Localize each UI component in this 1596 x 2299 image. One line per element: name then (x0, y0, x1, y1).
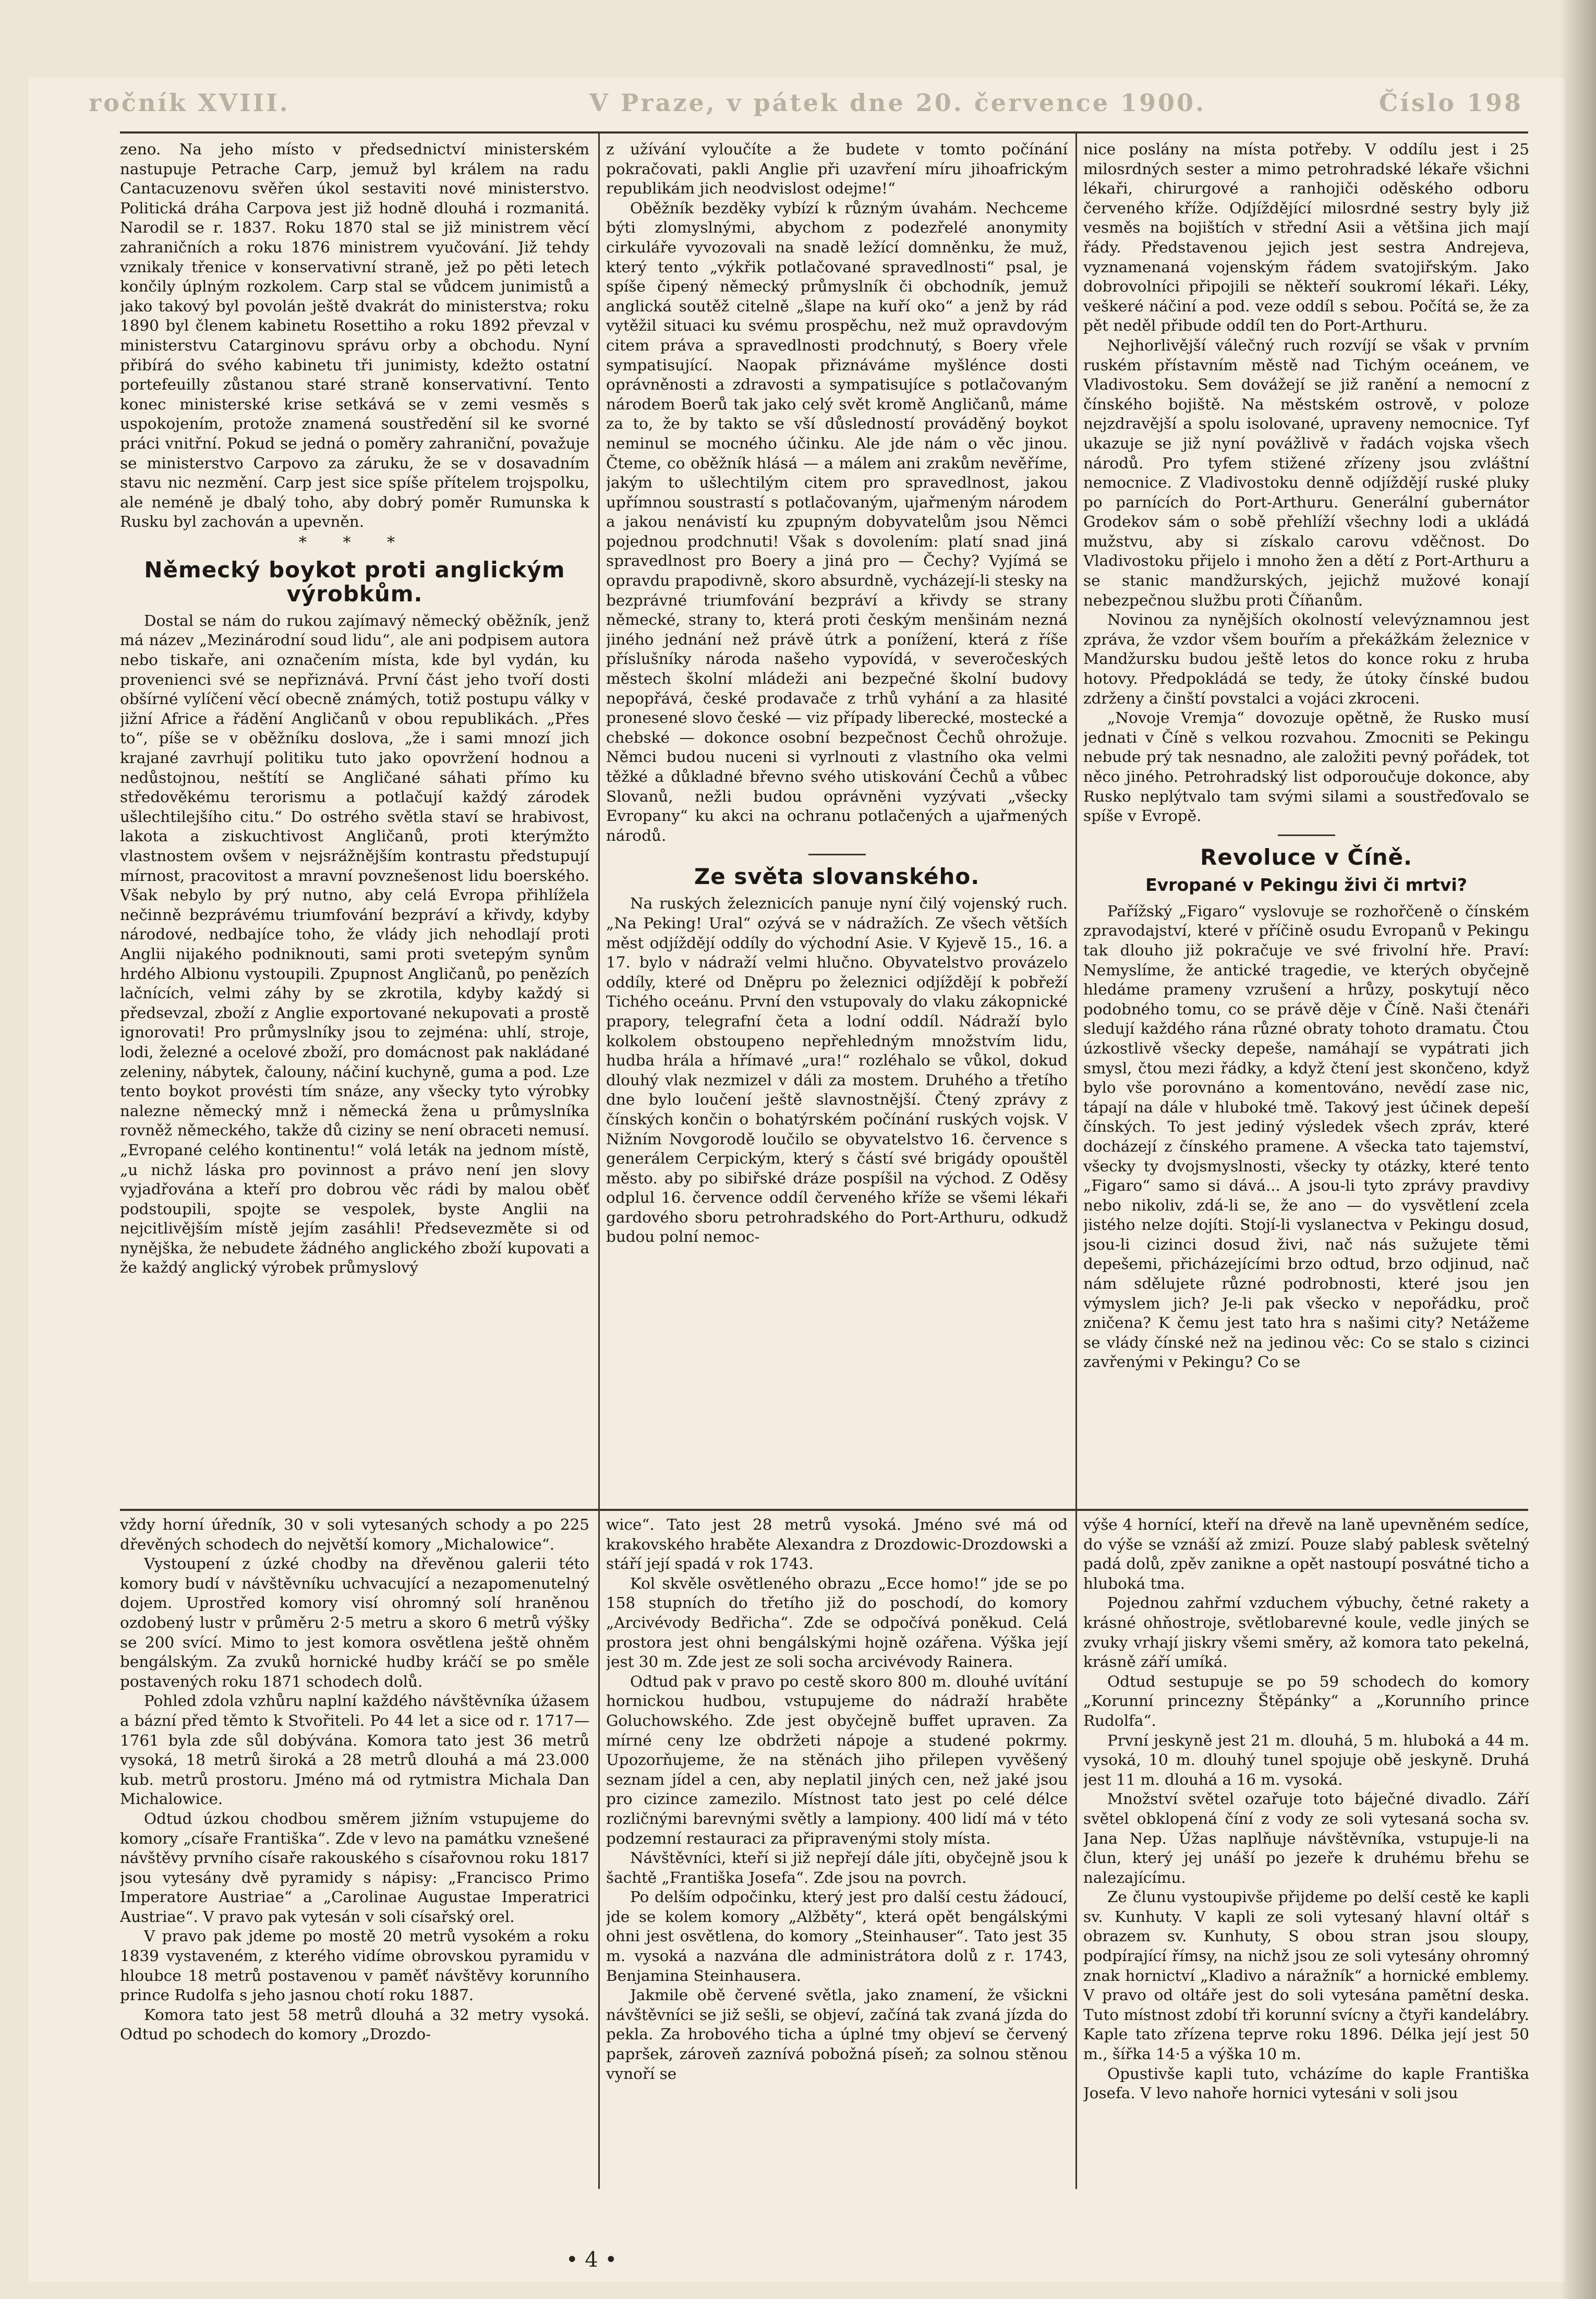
article-paragraph: Opustivše kapli tuto, vcházíme do kaple Františka Josefa. V levo nahoře hornici vytesáni v soli jsou (1083, 2064, 1529, 2102)
article-heading: Německý boykot proti anglickým výrobkům. (144, 556, 565, 607)
article-paragraph: Pařížský „Figaro“ vyslovuje se rozhořčeně o čínském zpravodajství, které v příčině osudu Evropanů v Pekingu tak dlouho již pokračuje ve své frivolní hře. Praví: Nemyslíme, že antické tragedie, ve kterých obyčejně hledáme prameny vzrušení a hrůzy, poskytují něco podobného tomu, co se právě děje v Číně. Naši čtenáři sledují každého rána různé obraty tohoto dramatu. Čtou úzkostlivě všecky depeše, namáhají se vypátrati jich smysl, čtou mezi řádky, a když čtení jest skončeno, když bylo vše porovnáno a komentováno, nevědí zase nic, tápají na dále v hluboké tmě. Takový jest účinek depeší čínských. To jest jediný výsledek všech zpráv, které docházejí z čínského pramene. A všecka tato tajemství, všecky ty dvojsmyslnosti, všecky ty otázky, které tento „Figaro“ samo si dává... A jsou-li tyto zprávy pravdivy nebo nikoliv, zdá-li se, že ano — do vysvětlení zcela jistého nelze dojíti. Stojí-li vyslanectva v Pekingu dosud, jsou-li cizinci dosud živi, nač nás sužujete těmi depešemi, přicházejícími brzo odtud, brzo odjinud, nač nám sdělujete různé podrobnosti, které jsou jen výmyslem jich? Je-li pak všecko v nepořádku, proč zničena? K čemu jest tato hra s našimi city? Netážeme se vlády čínské než na jedinou věc: Co se stalo s cizinci zavřenými v Pekingu? Co se (1083, 902, 1529, 1371)
article-paragraph: Pohled zdola vzhůru naplní každého návštěvníka úžasem a bázní před těmto k Stvořiteli. Po 44 let a sice od r. 1717—1761 byla zde sůl dobývána. Komora tato jest 36 metrů vysoká, 18 metrů široká a 28 metrů dlouhá a má 23.000 kub. metrů prostoru. Jméno má od rytmistra Michala Dan Michalowice. (120, 1692, 589, 1808)
article-paragraph: Na ruských železnicích panuje nyní čilý vojenský ruch. „Na Peking! Ural“ ozývá se v nádražích. Ze všech větších měst odjíždějí oddíly do východní Asie. V Kyjevě 15., 16. a 17. bylo v nádraží velmi hlučno. Obyvatelstvo provázelo oddíly, které od Dněpru po železnici odjíždějí k pobřeží Tichého oceánu. První den vstupovaly do vlaku zákopnické prapory, telegrafní četa a lodní oddíl. Nádraží bylo kolkolem obstoupeno nepřehledným množstvím lidu, hudba hrála a hřímavé „ura!“ rozléhalo se vůkol, dokud dlouhý vlak nezmizel v dáli za mostem. Druhého a třetího dne bylo loučení ještě slavnostnější. Čtený zprávy z čínských končin o bohatýrském počínání ruských vojsk. V Nižním Novgorodě loučilo se obyvatelstvo 16. července s generálem Cerpickým, který s částí své brigády opouštěl město. aby po sibiřské dráze pospíšil na východ. Z Oděsy odplul 16. července oddíl červeného kříže se všemi lékaři gardového sboru petrohradského do Port-Arthuru, odkudž budou polní nemoc- (606, 894, 1068, 1246)
column-2-bottom (606, 1515, 1068, 2185)
column-2-top (606, 140, 1068, 1506)
article-paragraph: Komora tato jest 58 metrů dlouhá a 32 metry vysoká. Odtud po schodech do komory „Drozdo- (120, 2005, 589, 2043)
masthead-volume: ročník XVIII. (89, 89, 290, 117)
article-paragraph: nice poslány na místa potřeby. V oddílu jest i 25 milosrdných sester a mimo petrohradské lékaře všichni lékaři, chirurgové a ranhojiči oděského odboru červeného kříže. Odjíždějící milosrdné sestry byly již vesměs na bojištích v střední Asii a většina jich mají řády. Představenou jejich jest sestra Andrejeva, vyznamenaná vojenským řádem svatojiřským. Jako dobrovolníci připojili se někteří soukromí lékaři. Léky, veškeré náčiní a pod. veze oddíl s sebou. Počítá se, že za pět neděl přibude oddíl ten do Port-Arthuru. (1083, 140, 1529, 335)
article-paragraph: vždy horní úředník, 30 v soli vytesaných schody a po 225 dřevěných schodech do největší komory „Michalowice“. (120, 1516, 589, 1553)
article-paragraph: Vystoupení z úzké chodby na dřevěnou galerii této komory budí v návštěvníku uchvacující a nezapomenutelný dojem. Uprostřed komory visí ohromný solí hraněnou ozdobený lustr v průměru 2·5 metru a skoro 6 metrů výšky se 200 svící. Mimo to jest komora osvětlena ještě ohněm bengálským. Za zvuků hornické hudby kráčí se po směle postavených roku 1871 schodech dolů. (120, 1555, 589, 1690)
column-3-top (1083, 140, 1529, 1506)
article-paragraph: Odtud pak v pravo po cestě skoro 800 m. dlouhé uvítání hornickou hudbou, vstupujeme do nádraží hraběte Goluchowského. Zde jest obyčejně buffet upraven. Za mírné ceny lze obdržeti nápoje a studené pokrmy. Upozorňujeme, že na stěnách jiho přilepen vyvěšený seznam jídel a cen, aby neplatil jiných cen, než jaké jsou pro cizince zamezilo. Místnost tato jest po celé délce rozličnými barevnými světly a lampiony. 400 lidí má v této podzemní restauraci za připravenými stoly místa. (606, 1672, 1068, 1847)
section-divider (1278, 834, 1335, 836)
article-paragraph: Dostal se nám do rukou zajímavý německý oběžník, jenž má název „Mezinárodní soud lidu“, ale ani podpisem autora nebo tiskaře, ani označením místa, kde byl vydán, ku provenienci své se nepřiznává. První část jeho tvoří dosti obšírné vylíčení věcí obecně známých, totiž postupu války v jižní Africe a řádění Angličanů v obou republikách. „Přes to“, píše se v oběžníku doslova, „že i sami mnozí jich krajané zavrhují politiku tuto jako opovržení hodnou a nedůstojnou, neštítí se Angličané sáhati přímo ku středověkému terorismu a potlačují každý zárodek ušlechtilejšího citu.“ Do ostrého světla staví se hrabivost, lakota a ziskuchtivost Angličanů, proti kterýmžto vlastnostem ovšem v nejsrážnějším kontrastu předstupují mírnost, pracovitost a mravní povznešenost lidu boerského. Však nebylo by prý nutno, aby celá Evropa přihlížela nečinně bezprávému triumfování bezpráví a křivdy, kdyby národové, nedbajíce toho, že vlády jich nehodlají proti Anglii nijakého podniknouti, sami proti svetepým synům hrdého Albionu vystoupili. Zpupnost Angličanů, po penězích lačnících, velmi záhy by se zkrotila, kdyby každý si předsevzal, zboží z Anglie exportované nekupovati a prostě ignorovati! Pro průmyslníky jsou to zejména: uhlí, stroje, lodi, železné a ocelové zboží, pro domácnost pak nakládané zeleniny, nábytek, čalouny, náčiní kuchyně, guma a pod. Lze tento boykot provésti tím snáze, any všecky tyto výrobky nalezne německý mnž i německá žena u průmyslníka rovněž německého, takže dů ciziny se není obraceti nemusí. „Evropané celého kontinentu!“ volá leták na jednom místě, „u nichž láska pro povinnost a právo není jen slovy vyjadřována a kteří pro dobrou věc rádi by malou oběť podstoupili, spojte se vespolek, byste Anglii na nejcitlivějším místě jejím zasáhli! Předsevezměte si od nynějška, že nebudete žádného anglického zboží kupovati a že každý anglický výrobek průmyslový (120, 611, 589, 1277)
section-heading: Ze světa slovanského. (694, 864, 980, 890)
article-paragraph: Pojednou zahřmí vzduchem výbuchy, četné rakety a krásné ohňostroje, světlobarevné koule, vedle jiných se zvuky vrhají jiskry všemi směry, až komora tato pekelná, krásně září umíká. (1083, 1594, 1529, 1671)
column-1-bottom (120, 1515, 589, 2185)
masthead-date: V Praze, v pátek dne 20. července 1900. (589, 89, 1206, 117)
article-paragraph: První jeskyně jest 21 m. dlouhá, 5 m. hluboká a 44 m. vysoká, 10 m. dlouhý tunel spojuje obě jeskyně. Druhá jest 11 m. dlouhá a 16 m. vysoká. (1083, 1731, 1529, 1788)
page-edge-shadow (1559, 0, 1596, 2299)
article-paragraph: Množství světel ozařuje toto báječné divadlo. Září světel obklopená číní z vody ze soli vytesaná socha sv. Jana Nep. Úžas naplňuje návštěvníka, vstupuje-li na člun, který jej unáší po jezeře k druhému břehu se nalezajícímu. (1083, 1790, 1529, 1886)
article-paragraph: Odtud úzkou chodbou směrem jižním vstupujeme do komory „císaře Františka“. Zde v levo na památku vznešené návštěvy prvního císaře rakouského s císařovnou roku 1817 jsou vytesány dvě pyramidy s nápisy: „Francisco Primo Imperatore Austriae“ a „Carolinae Augustae Imperatrici Austriae“. V pravo pak vytesán v soli císařský orel. (120, 1809, 589, 1926)
column-separator (1075, 134, 1077, 1509)
column-separator (598, 1511, 600, 2189)
masthead-number: Číslo 198 (1379, 89, 1523, 117)
column-separator (598, 134, 600, 1509)
article-paragraph: Po delším odpočinku, který jest pro další cestu žádoucí, jde se kolem komory „Alžběty“, která opět bengálskými ohni jest osvětlena, do komory „Steinhauser“. Tato jest 35 m. vysoká a nazvána dle administrátora dolů z r. 1743, Benjamina Steinhausera. (606, 1888, 1068, 1985)
article-paragraph: z užívání vyloučíte a že budete v tomto počínání pokračovati, pakli Anglie při uzavření míru jihoafrickým republikám jich neodvislost odejme!“ (606, 140, 1068, 198)
column-separator (1075, 1511, 1077, 2189)
section-divider (808, 854, 866, 855)
column-3-bottom (1083, 1515, 1529, 2185)
footer-mark: • 4 • (566, 2248, 618, 2272)
article-paragraph: wice“. Tato jest 28 metrů vysoká. Jméno své má od krakovského hraběte Alexandra z Drozdowic-Drozdowski a stáří její spadá v rok 1743. (606, 1516, 1068, 1573)
article-paragraph: Návštěvníci, kteří si již nepřejí dále jíti, obyčejně jsou k šachtě „Františka Josefa“. Zde jsou na povrch. (606, 1849, 1068, 1886)
article-paragraph: Novinou za nynějších okolností velevýznamnou jest zpráva, že vzdor všem bouřím a překážkám železnice v Mandžursku budou ještě letos do konce roku z hruba hotovy. Předpokládá se tedy, že útoky čínské budou zdrženy a činští povstalci a vojáci zkroceni. (1083, 611, 1529, 707)
article-paragraph: Oběžník bezděky vybízí k různým úvahám. Nechceme býti zlomyslnými, abychom z podezřelé anonymity cirkuláře vyvozovali na snadě ležící domněnku, že muž, který tento „výkřik potlačované spravedlnosti“ psal, je spíše čipený německý průmyslník či obchodník, jemuž anglická soutěž citelně „šlape na kuří oko“ a jenž by rád vytěžil situaci ku svému prospěchu, než muž opravdovým citem práva a spravedlnosti prodchnutý, s Boery vřele sympatisující. Naopak přiznáváme myšlénce dosti oprávněnosti a zdravosti a sympatisujíce s potlačovaným národem Boerů tak jako celý svět kromě Angličanů, máme za to, že by takto se vší důsledností prováděný boykot neminul se mocného účinku. Ale jde nám o věc jinou. Čteme, co oběžník hlásá — a málem ani zrakům nevěříme, jakým to ušlechtilým citem pro spravedlnost, jakou upřímnou soustrastí s potlačovaným, ujařmeným národem a jakou nenávistí ku zpupným dobyvatelům jsou Němci pojednou prodchnuti! Však s dovolením: platí snad jiná spravedlnost pro Boery a jiná pro — Čechy? Vyjímá se opravdu prapodivně, skoro absurdně, vycházejí-li stesky na bezprávné triumfování bezpráví a křivdy se strany německé, strany to, která proti českým menšinám nezná jiného jednání než právě útrk a ponížení, která z říše příslušníky národa našeho vypovídá, v severočeských městech školní mládeži ani bezpečné školní budovy nepopřává, české prodavače z trhů vyhání a za hlasité pronesené slovo české — viz případy liberecké, mostecké a chebské — dokonce osobní bezpečnost Čechů ohrožuje. Němci budou nuceni si vyrlnouti z vlastního oka velmi těžké a důkladné břevno svého utiskování Čechů a vůbec Slovanů, nežli budou oprávněni vyzývati „všecky Evropany“ ku akci na ochranu potlačených a ujařmených národů. (606, 199, 1068, 844)
article-paragraph: výše 4 hornící, kteří na dřevě na laně upevněném sedíce, do výše se vznáší až zmizí. Pouze slabý pablesk světelný padá dolů, zpěv zanikne a opět nastoupí posvátné ticho a hluboká tma. (1083, 1516, 1529, 1592)
section-stars: * * * (298, 533, 411, 552)
article-paragraph: Ze člunu vystoupivše přijdeme po delší cestě ke kapli sv. Kunhuty. V kapli ze soli vytesaný hlavní oltář s obrazem sv. Kunhuty, S obou stran jsou sloupy, podpírající římsy, na nichž jsou ze soli vytesány ohromný znak hornictví „Kladivo a náražník“ a hornické emblemy. V pravo od oltáře jest do soli vytesána pamětní deska. Tuto místnost zdobí tři korunní svícny a čtyři kandelábry. Kaple tato zřízena teprve roku 1896. Délka její jest 50 m., šířka 14·5 a výška 10 m. (1083, 1888, 1529, 2063)
middle-rule (120, 1509, 1528, 1511)
article-paragraph: „Novoje Vremja“ dovozuje opětně, že Rusko musí jednati v Číně s velkou rozvahou. Zmocniti se Pekingu nebude prý tak nesnadno, ale založiti pevný pořádek, tot něco jiného. Petrohradský list odporoučuje dokonce, aby Rusko neplýtvalo tam svými silami a soustřeďovalo se spíše v Evropě. (1083, 709, 1529, 825)
article-paragraph: Kol skvěle osvětleného obrazu „Ecce homo!“ jde se po 158 stupních do třetího již do poschodí, do komory „Arcivévody Bedřicha“. Zde se odpočívá poněkud. Celá prostora jest ohni bengálskými hojně ozářena. Výška její jest 30 m. Zde jest ze soli socha arcivévody Rainera. (606, 1574, 1068, 1671)
section-heading: Revoluce v Číně. (1200, 844, 1412, 870)
article-paragraph: Jakmile obě červené světla, jako znamení, že všickni návštěvníci se již sešli, se objeví, začíná tak zvaná jízda do pekla. Za hrobového ticha a úplné tmy objeví se červený papršek, zároveň zaznívá pobožná píseň; za solnou stěnou vynoří se (606, 1986, 1068, 2083)
article-paragraph: V pravo pak jdeme po mostě 20 metrů vysokém a roku 1839 vystaveném, z kterého vidíme obrovskou pyramidu v hloubce 18 metrů postavenou v paměť návštěvy korunního prince Rudolfa s jeho jasnou chotí roku 1887. (120, 1927, 589, 2004)
top-rule (120, 131, 1528, 134)
masthead (78, 83, 1533, 125)
section-subheading: Evropané v Pekingu živi či mrtvi? (1145, 874, 1467, 895)
article-paragraph: Nejhorlivější válečný ruch rozvíjí se však v prvním ruském přístavním městě nad Tichým oceánem, ve Vladivostoku. Sem dovážejí se již ranění a nemocní z čínského bojiště. Na městském ostrově, v poloze nejzdravější a spolu isolované, upraveny nemocnice. Tyf ukazuje se již nyní povážlivě v řadách vojska všech národů. Pro tyfem stižené zřízeny jsou zvláštní nemocnice. Z Vladivostoku denně odjíždějí ruské pluky po parnících do Port-Arthuru. Generální gubernátor Grodekov sám o sobě přehlíží všechny lodi a ukládá mužstvu, aby si získalo carovu vděčnost. Do Vladivostoku přijelo i mnoho žen a dětí z Port-Arthuru a se stanic mandžurských, jejichž mužové konají nebezpečnou službu proti Číňanům. (1083, 336, 1529, 609)
article-paragraph: zeno. Na jeho místo v předsednictví ministerském nastupuje Petrache Carp, jemuž byl králem na radu Cantacuzenovu svěřen úkol sestaviti nové ministerstvo. Politická dráha Carpova jest již hodně dlouhá i rozmanitá. Narodil se r. 1837. Roku 1870 stal se již ministrem věcí zahraničních a roku 1876 ministrem vyučování. Již tehdy vznikaly třenice v konservativní straně, jež po pěti letech končily úplným rozkolem. Carp stal se vůdcem junimistů a jako takový byl povolán ještě dvakrát do ministerstva; roku 1890 byl členem kabinetu Rosettiho a roku 1892 převzal v ministerstvu Catarginovu správu orby a obchodu. Nyní přibírá do svého kabinetu tři junimisty, kdežto ostatní portefeuilly zůstanou staré straně konservativní. Tento konec ministerské krise setkává se v zemi vesměs s uspokojením, protože znamená soustředění sil ke svorné práci vnitřní. Pokud se jedná o poměry zahraniční, považuje se ministerstvo Carpovo za záruku, že se v dosavadním stavu nic nezmění. Carp jest sice spíše přítelem trojspolku, ale neméně je dbalý toho, aby dobrý poměr Rumunska k Rusku byl zachován a upevněn. (120, 140, 589, 531)
column-1-top (120, 140, 589, 1506)
article-paragraph: Odtud sestupuje se po 59 schodech do komory „Korunní princezny Štěpánky“ a „Korunního prince Rudolfa“. (1083, 1672, 1529, 1729)
